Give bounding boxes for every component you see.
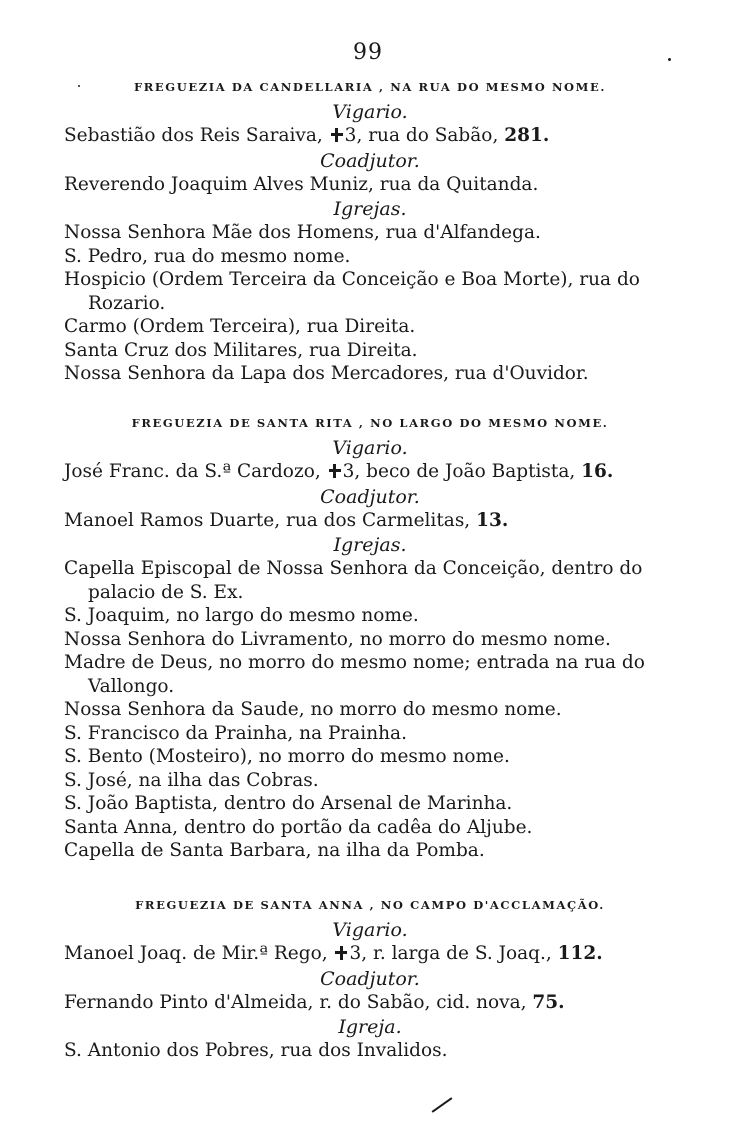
igrejas-list — [60, 557, 680, 863]
igreja-item: Santa Anna, dentro do portão da cadêa do Aljube. — [64, 816, 533, 838]
section-heading: FREGUEZIA DE SANTA RITA , NO LARGO DO MESMO NOME. — [131, 416, 609, 430]
ink-speck — [668, 58, 671, 61]
igreja-item: S. José, na ilha das Cobras. — [64, 769, 319, 791]
cross-icon — [335, 946, 347, 960]
igreja-item: S. Francisco da Prainha, na Prainha. — [64, 722, 407, 744]
cross-icon — [329, 464, 341, 478]
igreja-item: Santa Cruz dos Militares, rua Direita. — [64, 339, 418, 361]
vigario-badge: 3 — [349, 943, 362, 964]
igreja-item: Madre de Deus, no morro do mesmo nome; entrada na rua do Vallongo. — [64, 652, 645, 697]
igrejas-title: Igrejas. — [333, 534, 407, 556]
igreja-item: S. Antonio dos Pobres, rua dos Invalidos. — [64, 1040, 448, 1061]
coadjutor-title: Coadjutor. — [320, 967, 420, 990]
igreja-item: Nossa Senhora da Saude, no morro do mesmo nome. — [64, 699, 562, 720]
igreja-item: S. Bento (Mosteiro), no morro do mesmo nome. — [64, 746, 510, 767]
igreja-item: Capella Episcopal de Nossa Senhora da Conceição, dentro do palacio de S. Ex. — [64, 558, 643, 603]
vigario-address: , r. larga de S. Joaq., — [361, 943, 552, 964]
igreja-item: Hospicio (Ordem Terceira da Conceição e Boa Morte), rua do Rozario. — [64, 269, 640, 314]
vigario-badge: 3 — [344, 125, 357, 146]
igreja-item: Nossa Senhora Mãe dos Homens, rua d'Alfandega. — [64, 222, 541, 243]
igreja-item: Nossa Senhora da Lapa dos Mercadores, rua d'Ouvidor. — [64, 363, 589, 384]
vigario-number: 16. — [581, 461, 614, 482]
vigario-name: Manoel Joaq. de Mir.ª Rego, — [64, 943, 328, 964]
section-heading: FREGUEZIA DE SANTA ANNA , NO CAMPO D'ACCLAMAÇÃO. — [135, 898, 605, 912]
pen-mark — [432, 1097, 453, 1112]
vigario-entry — [60, 942, 680, 966]
coadjutor-title: Coadjutor. — [320, 149, 420, 172]
section-heading: FREGUEZIA DA CANDELLARIA , NA RUA DO MESMO NOME. — [134, 80, 606, 94]
coadjutor-entry — [60, 509, 680, 533]
igrejas-list — [60, 221, 680, 386]
vigario-address: , beco de João Baptista, — [354, 461, 576, 482]
vigario-number: 112. — [557, 943, 603, 964]
vigario-title: Vigario. — [332, 919, 408, 941]
igreja-item: Capella de Santa Barbara, na ilha da Pomba. — [64, 840, 485, 861]
igreja-item: Carmo (Ordem Terceira), rua Direita. — [64, 316, 416, 337]
vigario-number: 281. — [504, 125, 550, 146]
igreja-item: S. Joaquim, no largo do mesmo nome. — [64, 605, 419, 626]
coadjutor-number: 13. — [476, 509, 509, 531]
vigario-entry — [60, 460, 680, 484]
igreja-item: S. João Baptista, dentro do Arsenal de Marinha. — [64, 793, 513, 814]
coadjutor-text: Fernando Pinto d'Almeida, r. do Sabão, cid. nova, — [64, 991, 527, 1013]
igreja-item: Nossa Senhora do Livramento, no morro do mesmo nome. — [64, 628, 611, 650]
coadjutor-entry — [60, 991, 680, 1015]
igrejas-list — [60, 1039, 680, 1063]
vigario-entry — [60, 124, 680, 148]
vigario-title: Vigario. — [332, 437, 408, 459]
vigario-name: Sebastião dos Reis Saraiva, — [64, 125, 323, 146]
coadjutor-title: Coadjutor. — [320, 485, 420, 508]
section-candellaria — [60, 78, 680, 386]
vigario-title: Vigario. — [332, 101, 408, 123]
vigario-name: José Franc. da S.ª Cardozo, — [64, 461, 321, 482]
igrejas-title: Igrejas. — [333, 198, 407, 220]
vigario-badge: 3 — [342, 461, 355, 482]
cross-icon — [331, 128, 343, 142]
section-santa-anna — [60, 896, 680, 1063]
coadjutor-entry: Reverendo Joaquim Alves Muniz, rua da Quitanda. — [64, 173, 539, 195]
section-santa-rita — [60, 414, 680, 863]
page-number: 99 — [353, 40, 383, 65]
igreja-item: S. Pedro, rua do mesmo nome. — [64, 245, 351, 267]
vigario-address: , rua do Sabão, — [356, 125, 499, 146]
coadjutor-number: 75. — [532, 991, 565, 1013]
igreja-title: Igreja. — [338, 1016, 402, 1038]
coadjutor-text: Manoel Ramos Duarte, rua dos Carmelitas, — [64, 509, 471, 531]
